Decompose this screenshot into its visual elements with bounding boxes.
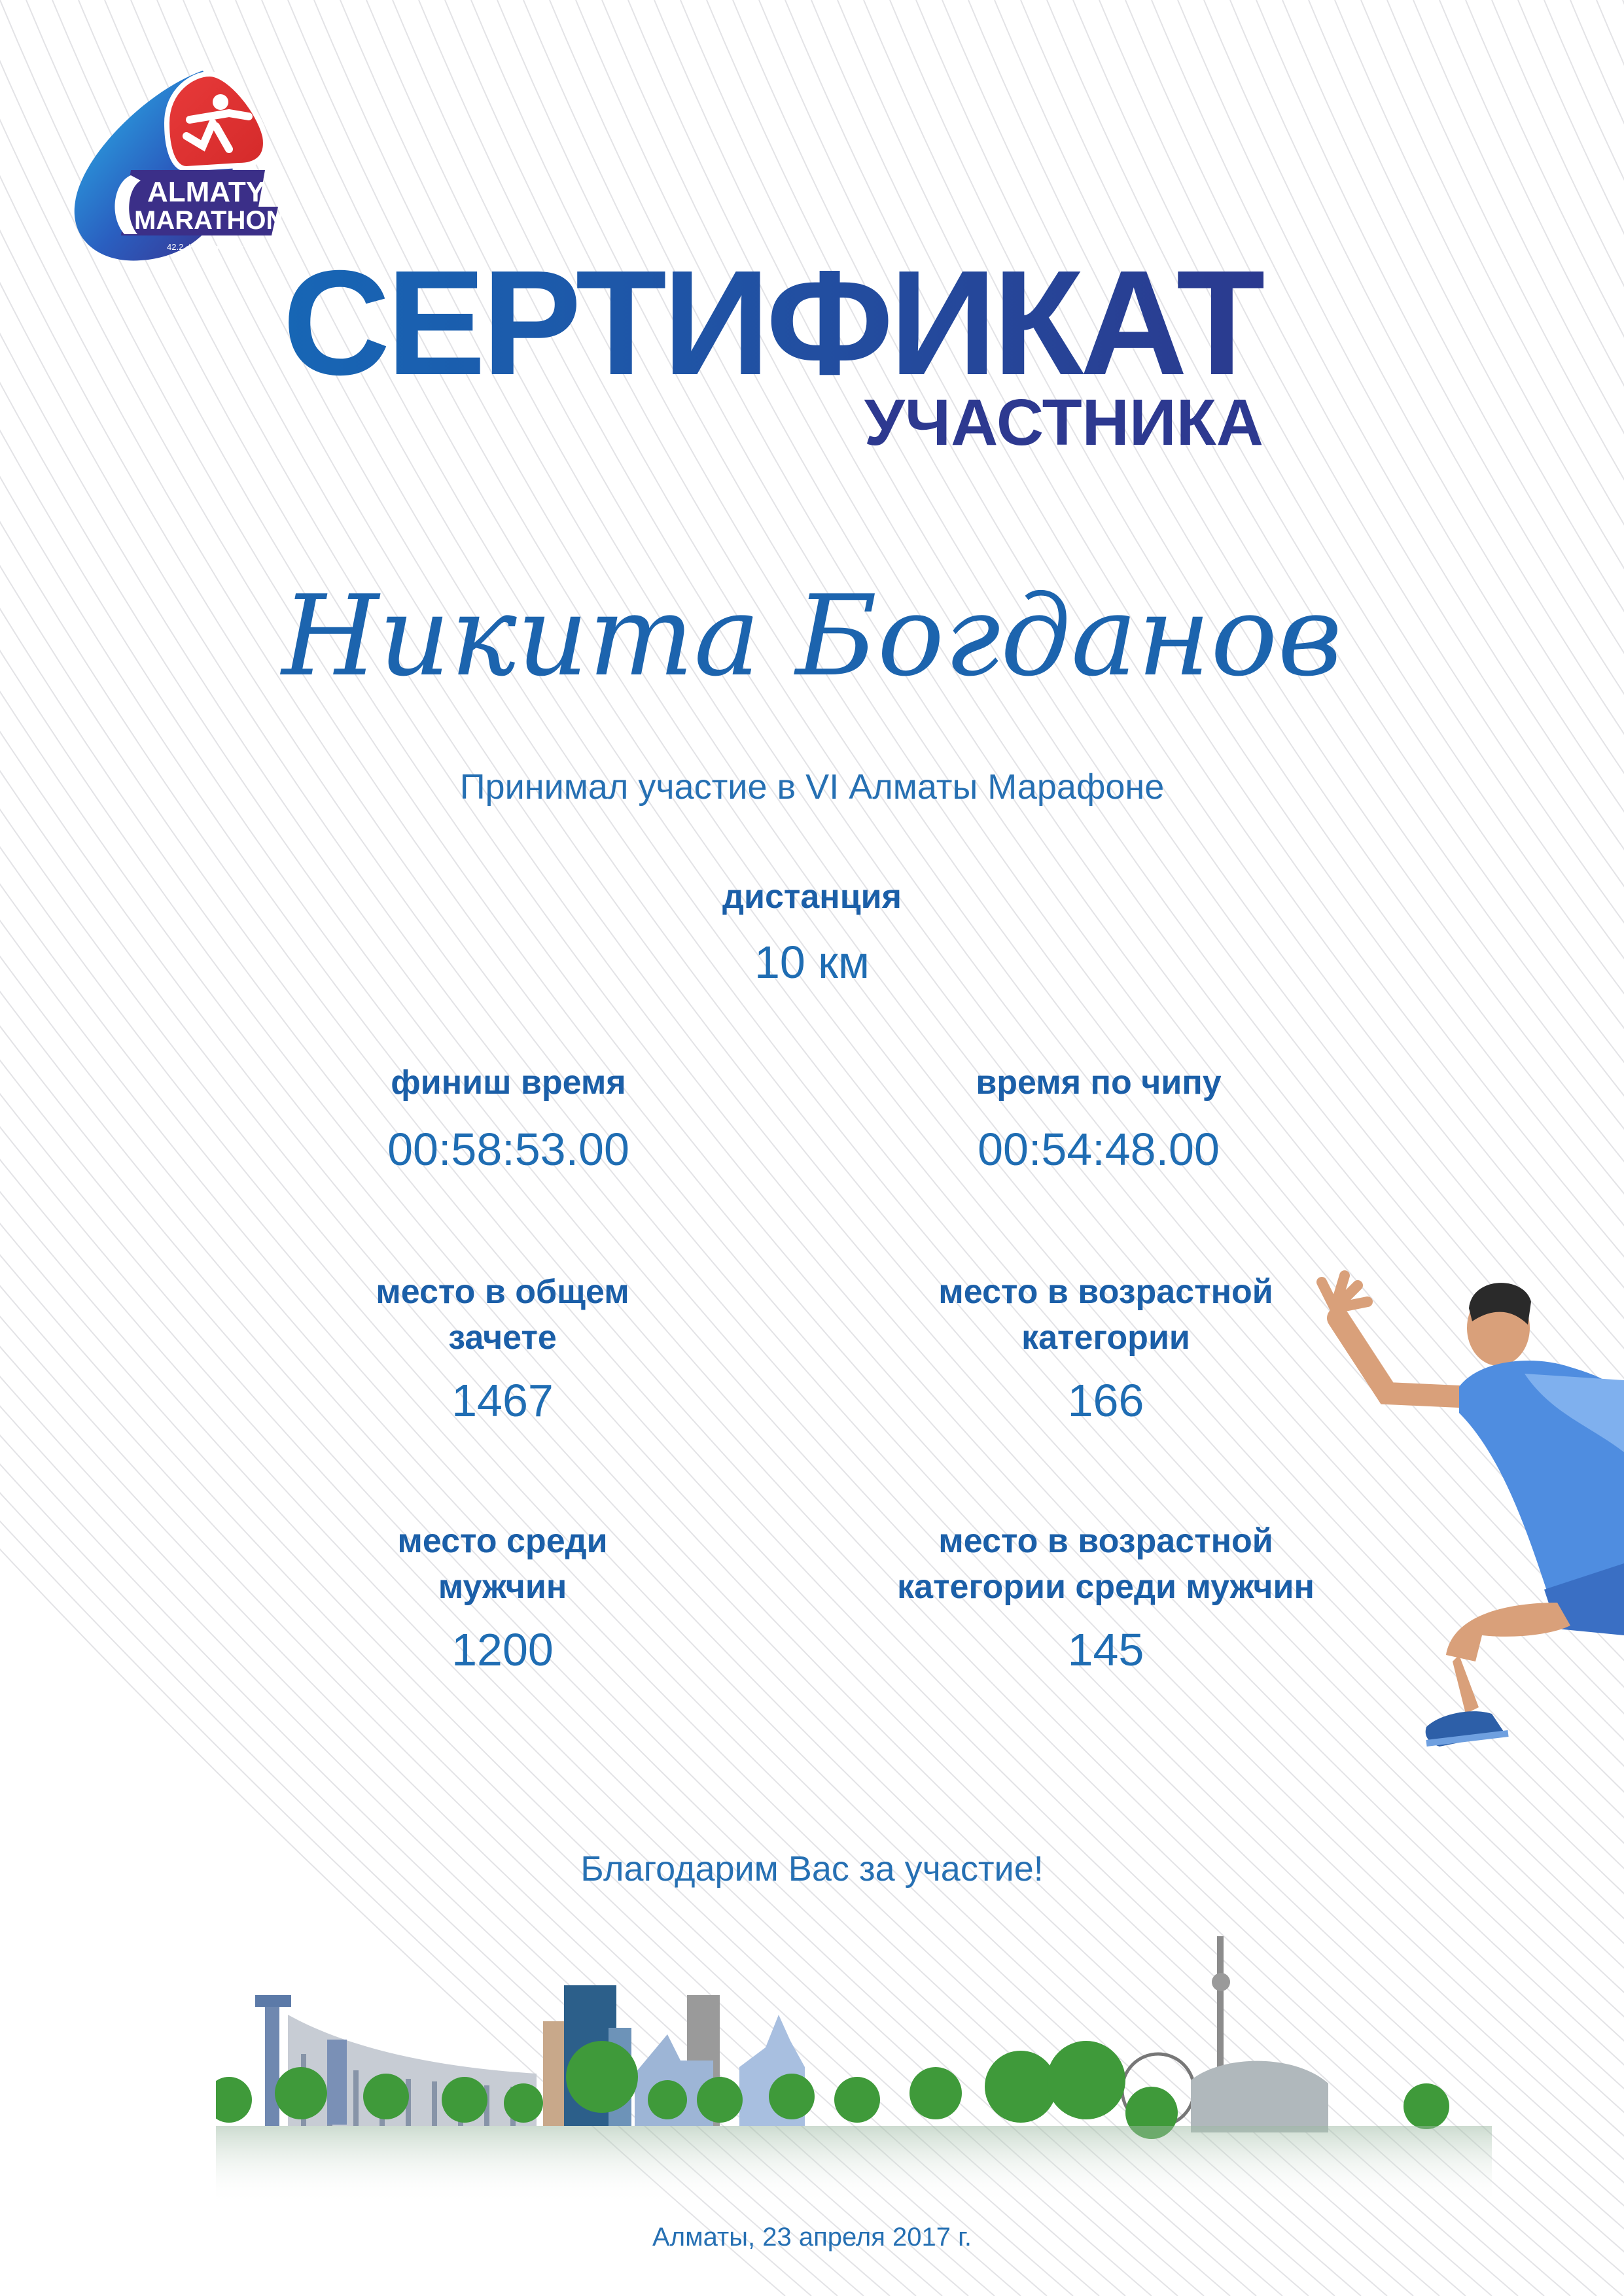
age-category-place-value: 166: [1067, 1375, 1144, 1426]
finish-time-value: 00:58:53.00: [387, 1124, 629, 1175]
svg-text:MARATHON: MARATHON: [134, 206, 281, 235]
male-place-value: 1200: [451, 1624, 554, 1675]
age-category-male-place-label-2: категории среди мужчин: [897, 1568, 1315, 1606]
chip-time-block: [804, 1060, 1393, 1175]
runner-image: [1309, 1262, 1624, 1786]
almaty-skyline-image: [216, 1936, 1492, 2204]
svg-text:42.2 ★ 21.1 ★ 10 ★ 3: 42.2 ★ 21.1 ★ 10 ★ 3: [167, 242, 251, 252]
distance-value: 10 км: [754, 937, 870, 988]
overall-place-label-2: зачете: [448, 1319, 557, 1357]
certificate-subtitle: УЧАСТНИКА: [864, 386, 1263, 459]
chip-time-label: время по чипу: [976, 1064, 1222, 1102]
age-category-place-label-2: категории: [1021, 1319, 1190, 1357]
male-place-label-1: место среди: [397, 1522, 608, 1560]
male-place-block: [208, 1518, 797, 1673]
age-category-male-place-value: 145: [1067, 1624, 1144, 1675]
overall-place-label-1: место в общем: [376, 1273, 629, 1311]
thanks-text: Благодарим Вас за участие!: [580, 1849, 1044, 1888]
svg-text:ALMATY: ALMATY: [147, 176, 266, 208]
overall-place-block: [208, 1269, 797, 1426]
participant-name: Никита Богданов: [281, 572, 1343, 701]
age-category-male-place-label-1: место в возрастной: [938, 1522, 1273, 1560]
almaty-marathon-logo: [69, 64, 281, 264]
finish-time-block: [214, 1060, 803, 1175]
participation-text: Принимал участие в VI Алматы Марафоне: [459, 767, 1165, 807]
certificate-title: СЕРТИФИКАТ: [282, 240, 1263, 406]
age-category-place-label-1: место в возрастной: [938, 1273, 1273, 1311]
distance-block: [0, 874, 1624, 988]
footer-date: Алматы, 23 апреля 2017 г.: [652, 2223, 972, 2252]
distance-label: дистанция: [722, 878, 902, 916]
overall-place-value: 1467: [451, 1375, 554, 1426]
male-place-label-2: мужчин: [438, 1568, 567, 1606]
chip-time-value: 00:54:48.00: [978, 1124, 1220, 1175]
finish-time-label: финиш время: [391, 1064, 626, 1102]
